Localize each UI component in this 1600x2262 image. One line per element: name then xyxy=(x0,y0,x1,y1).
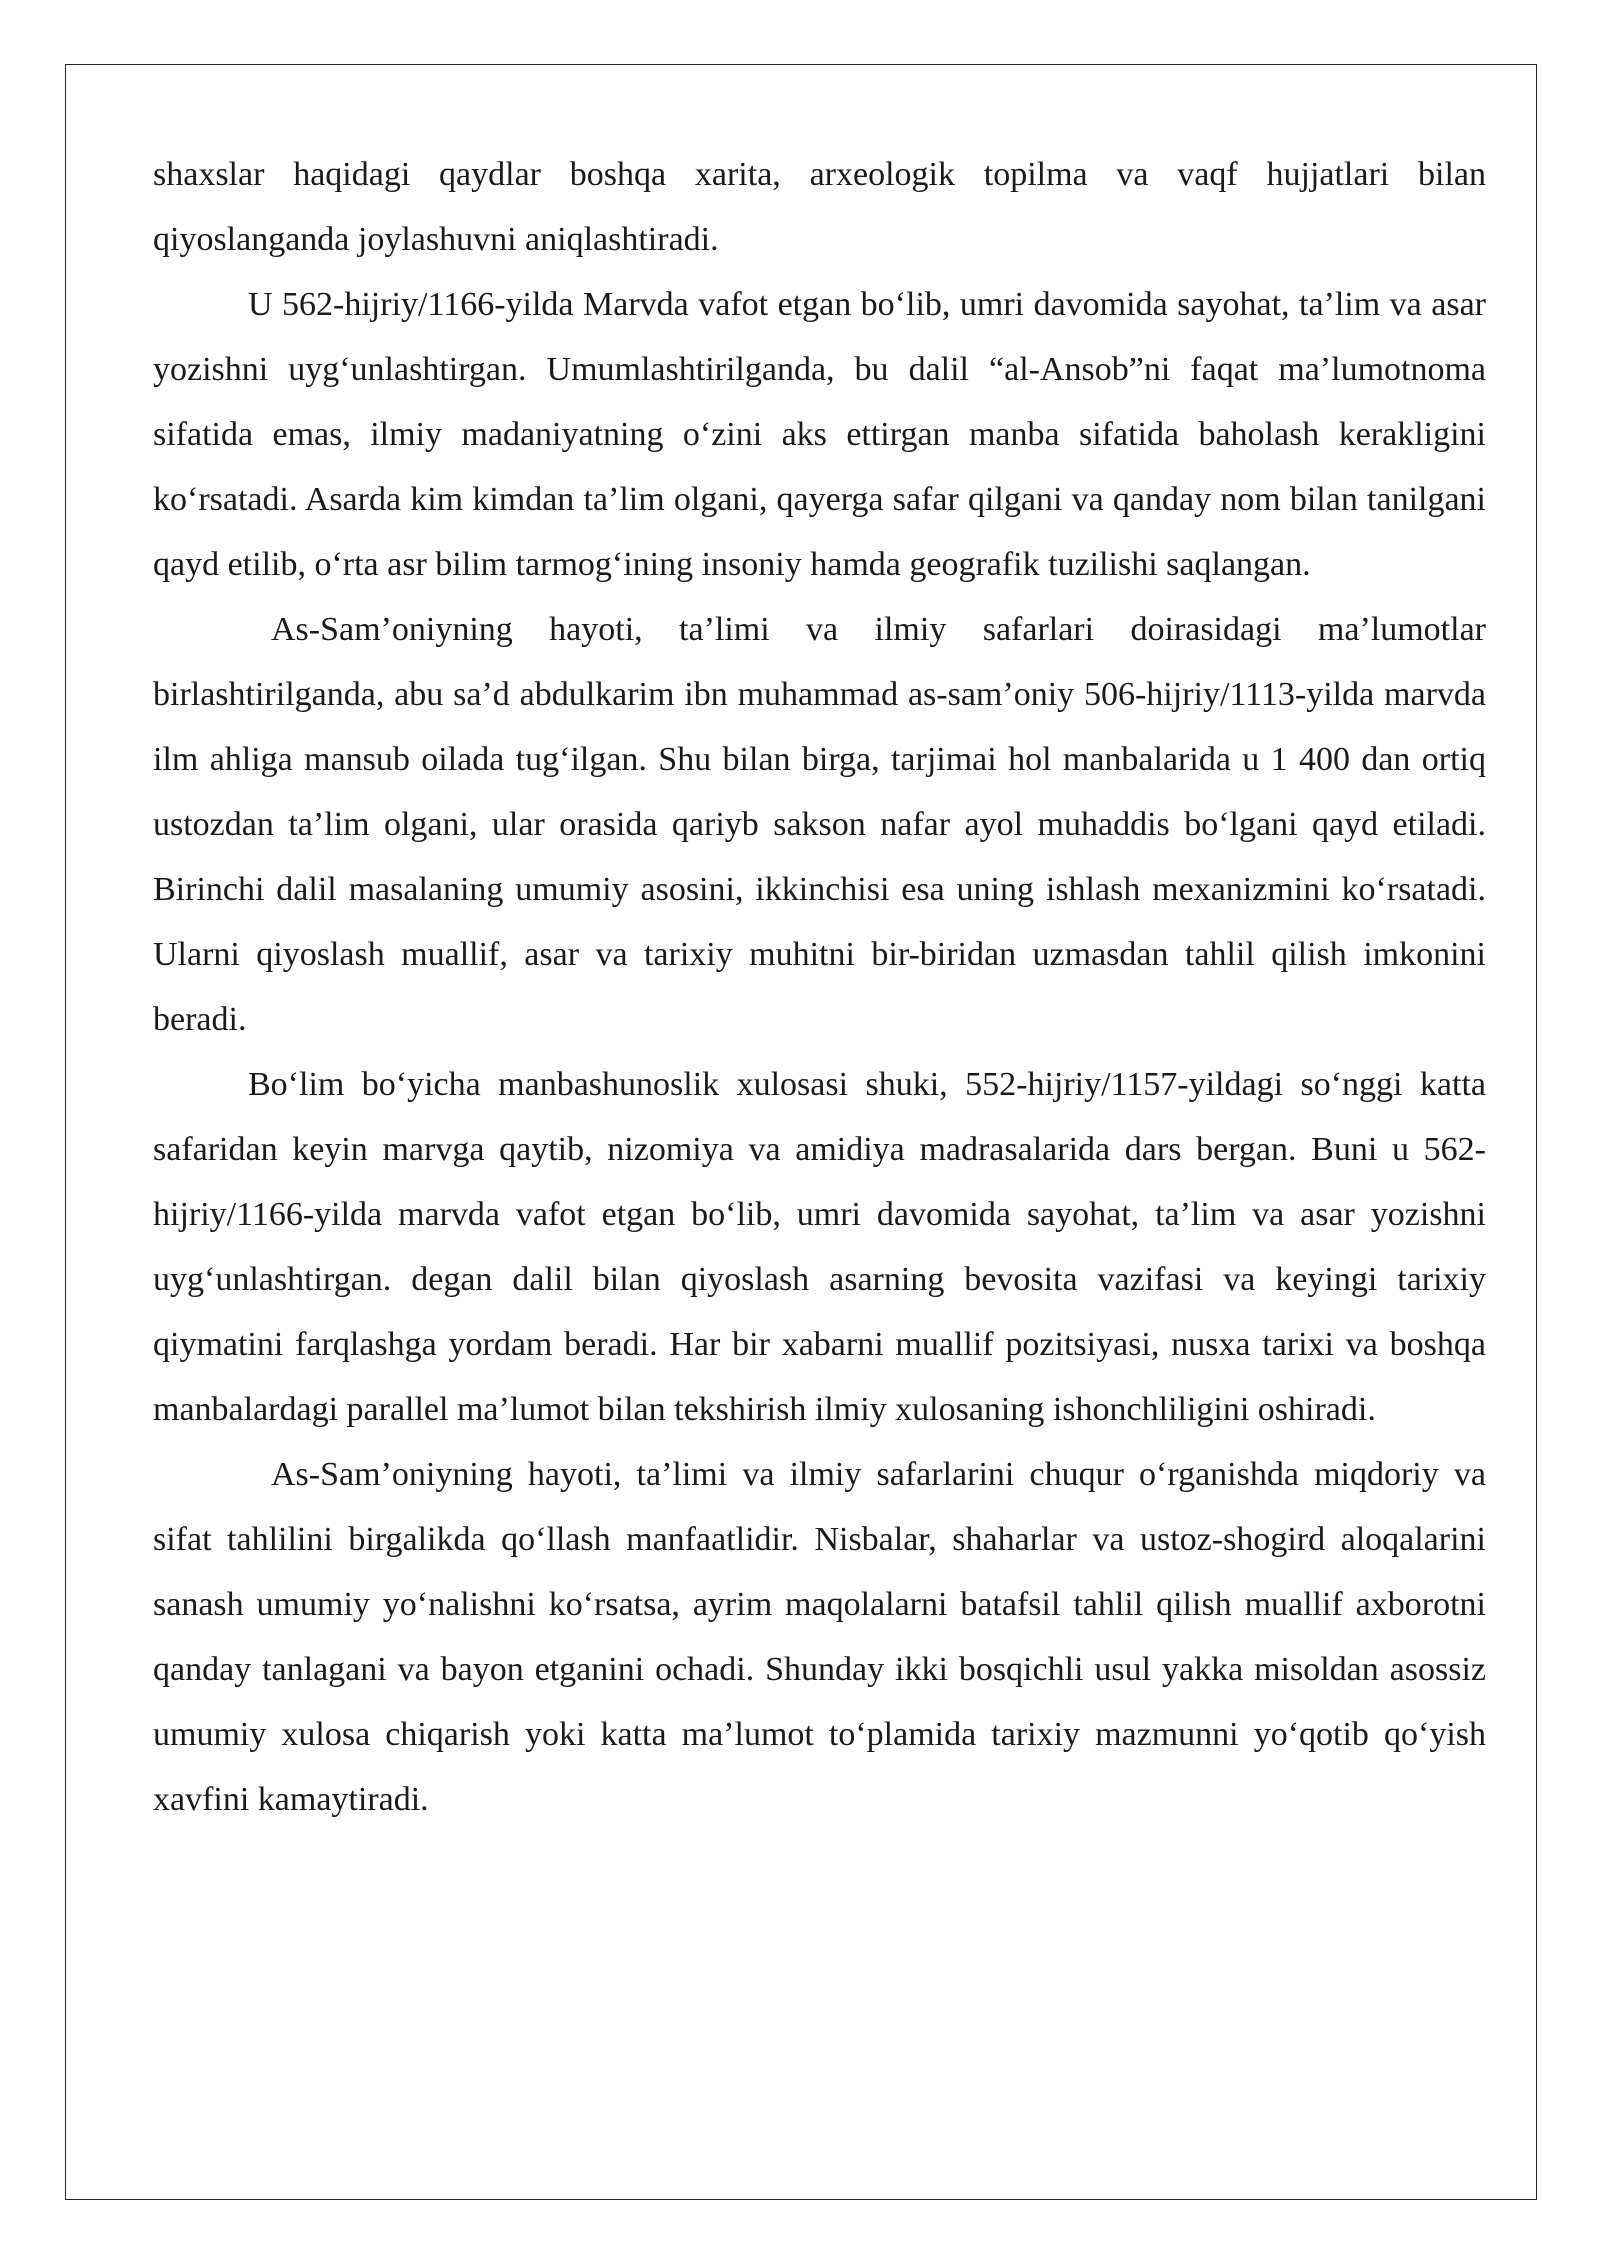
paragraph-life-and-education: As-Sam’oniyning hayoti, ta’limi va ilmiy safarlari doirasidagi ma’lumotlar birlashtirilganda, abu sa’d abdulkarim ibn muhammad as-sam’oniy 506-hijriy/1113-yilda marvda ilm ahliga mansub oilada tug‘ilgan. Shu bilan birga, tarjimai hol manbalarida u 1 400 dan ortiq ustozdan ta’lim olgani, ular orasida qariyb sakson nafar ayol muhaddis bo‘lgani qayd etiladi. Birinchi dalil masalaning umumiy asosini, ikkinchisi esa uning ishlash mexanizmini ko‘rsatadi. Ularni qiyoslash muallif, asar va tarixiy muhitni bir-biridan uzmasdan tahlil qilish imkonini beradi. xyxy=(153,611,1486,1038)
paragraph-death-and-legacy: U 562-hijriy/1166-yilda Marvda vafot etgan bo‘lib, umri davomida sayohat, ta’lim va asar yozishni uyg‘unlashtirgan. Umumlashtirilganda, bu dalil “al-Ansob”ni faqat ma’lumotnoma sifatida emas, ilmiy madaniyatning o‘zini aks ettirgan manba sifatida baholash kerakligini ko‘rsatadi. Asarda kim kimdan ta’lim olgani, qayerga safar qilgani va qanday nom bilan tanilgani qayd etilib, o‘rta asr bilim tarmog‘ining insoniy hamda geografik tuzilishi saqlangan. xyxy=(153,286,1486,583)
document-body xyxy=(153,142,1486,1832)
paragraph-continuation: shaxslar haqidagi qaydlar boshqa xarita, arxeologik topilma va vaqf hujjatlari bilan qiyoslanganda joylashuvni aniqlashtiradi. xyxy=(153,156,1486,258)
paragraph-methodology: As-Sam’oniyning hayoti, ta’limi va ilmiy safarlarini chuqur o‘rganishda miqdoriy va sifat tahlilini birgalikda qo‘llash manfaatlidir. Nisbalar, shaharlar va ustoz-shogird aloqalarini sanash umumiy yo‘nalishni ko‘rsatsa, ayrim maqolalarni batafsil tahlil qilish muallif axborotni qanday tanlagani va bayon etganini ochadi. Shunday ikki bosqichli usul yakka misoldan asossiz umumiy xulosa chiqarish yoki katta ma’lumot to‘plamida tarixiy mazmunni yo‘qotib qo‘yish xavfini kamaytiradi. xyxy=(153,1456,1486,1818)
paragraph-source-studies-conclusion: Bo‘lim bo‘yicha manbashunoslik xulosasi shuki, 552-hijriy/1157-yildagi so‘nggi katta safaridan keyin marvga qaytib, nizomiya va amidiya madrasalarida dars bergan. Buni u 562-hijriy/1166-yilda marvda vafot etgan bo‘lib, umri davomida sayohat, ta’lim va asar yozishni uyg‘unlashtirgan. degan dalil bilan qiyoslash asarning bevosita vazifasi va keyingi tarixiy qiymatini farqlashga yordam beradi. Har bir xabarni muallif pozitsiyasi, nusxa tarixi va boshqa manbalardagi parallel ma’lumot bilan tekshirish ilmiy xulosaning ishonchliligini oshiradi. xyxy=(153,1066,1486,1428)
